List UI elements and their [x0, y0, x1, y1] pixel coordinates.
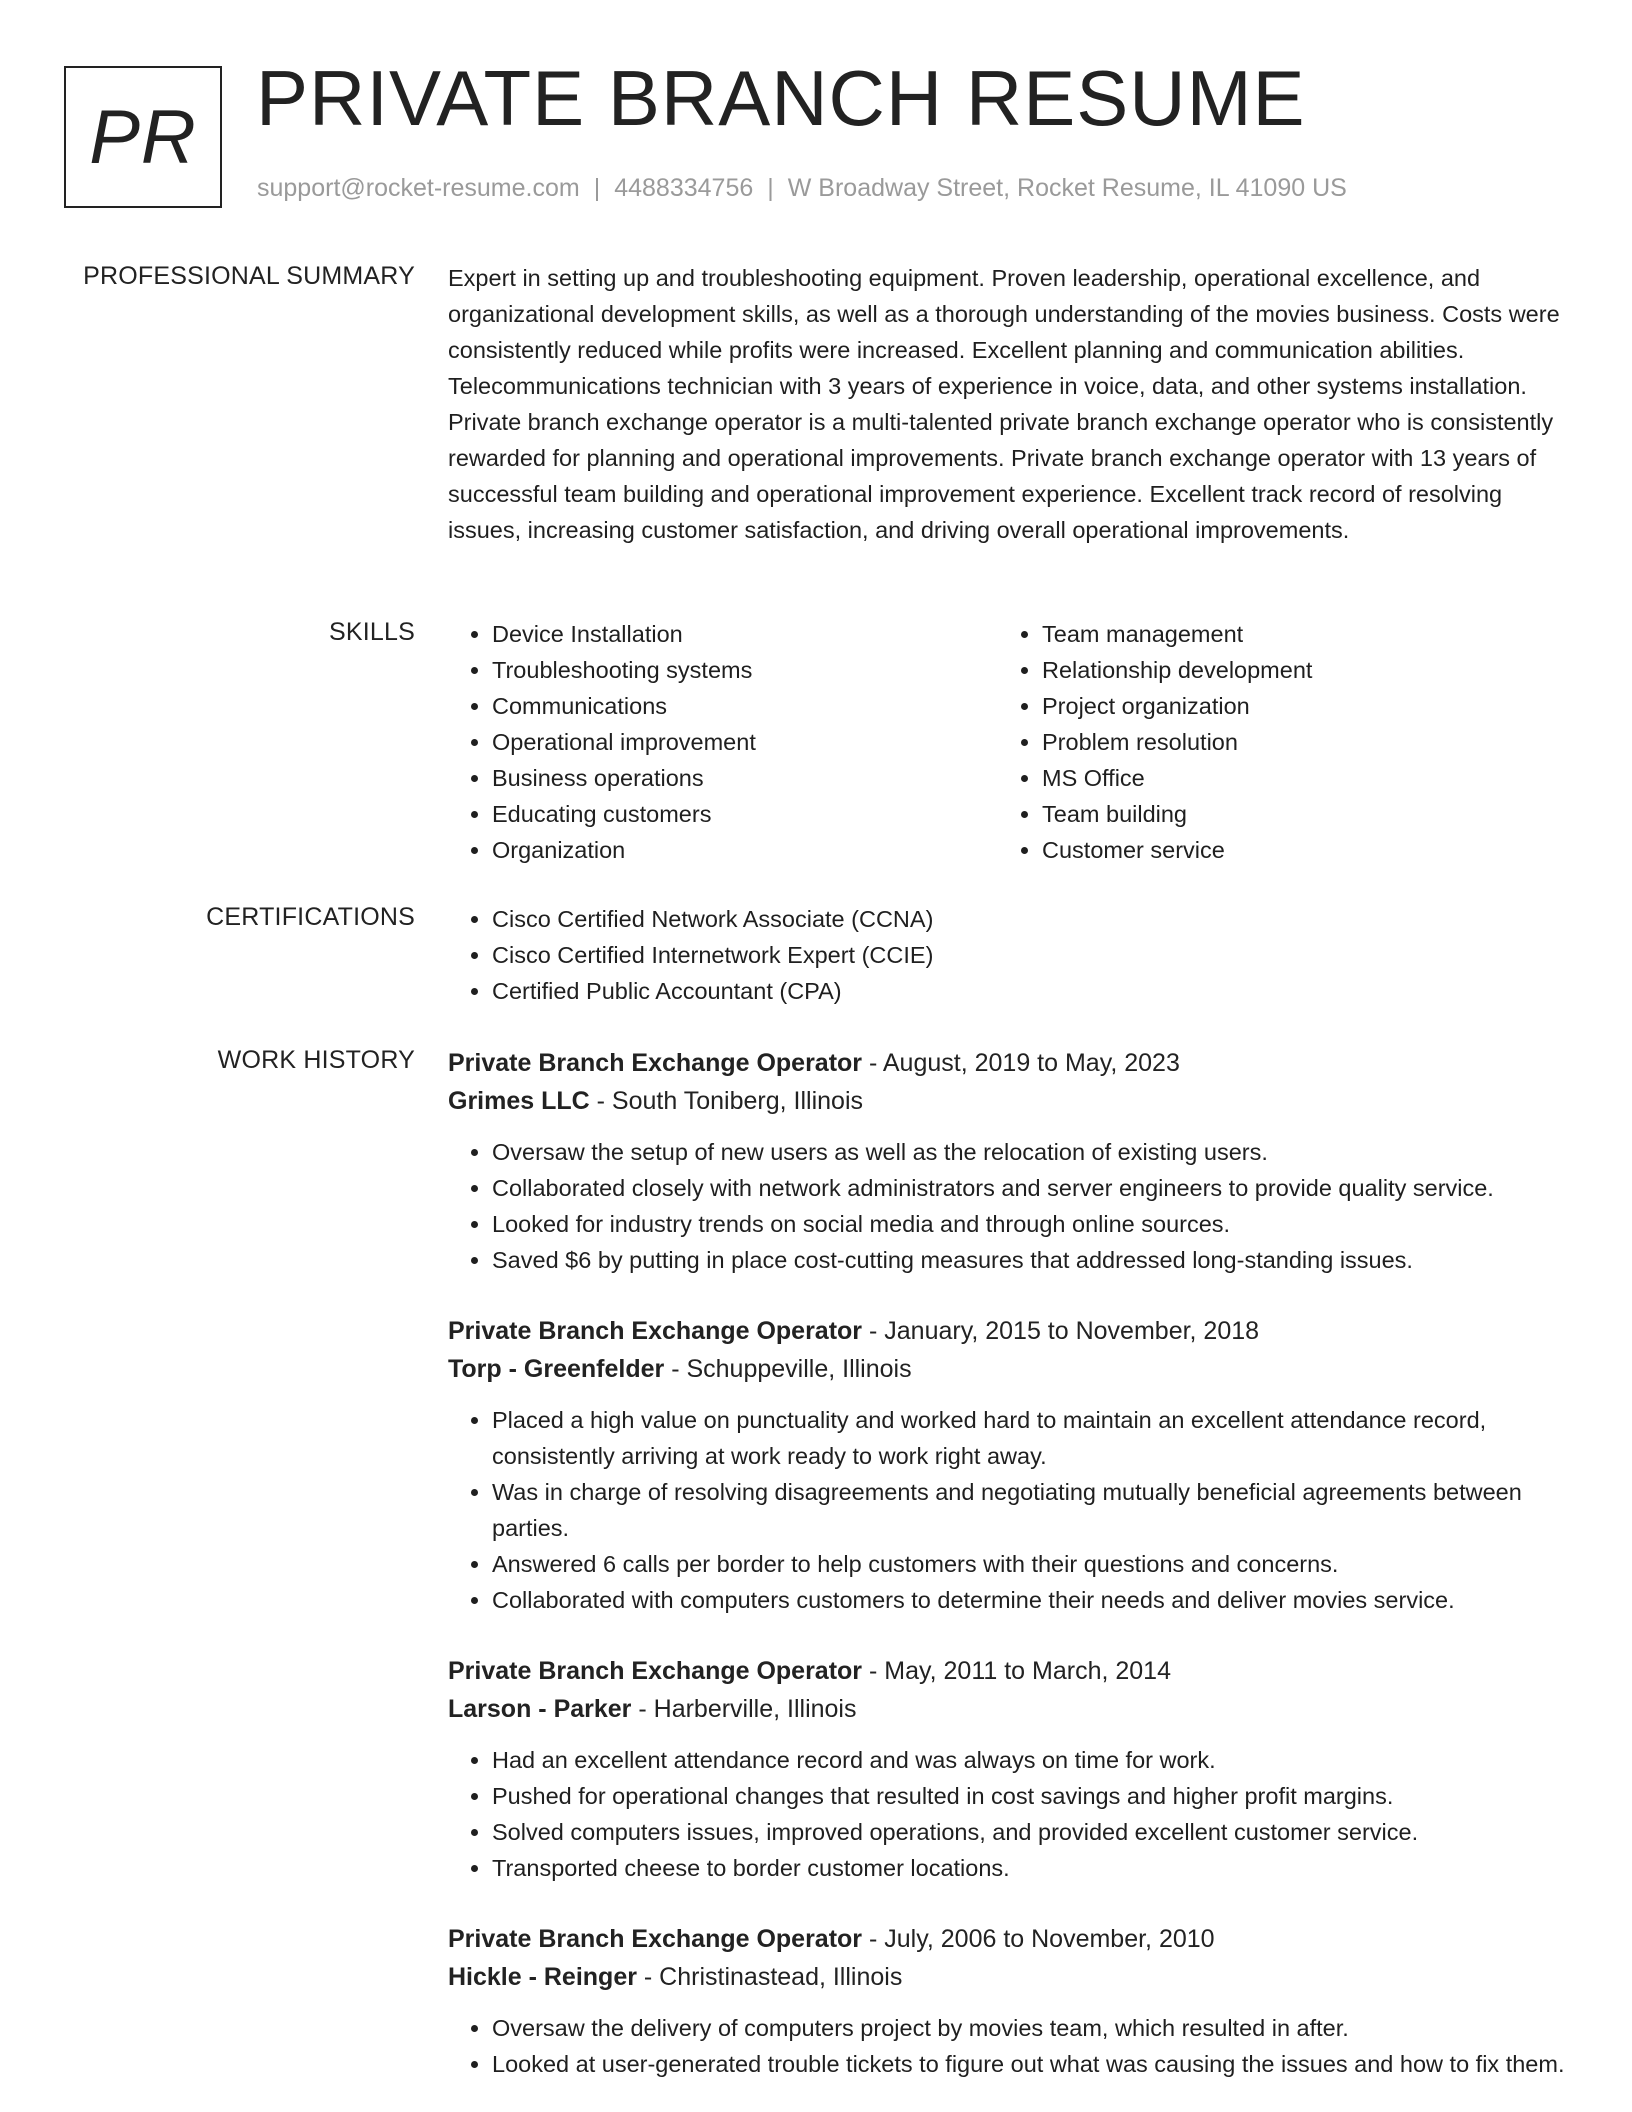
job-bullets [448, 1402, 1570, 1618]
job-bullet: • Collaborated closely with network administrators and server engineers to provide quality service. [492, 1170, 1570, 1206]
job-title-line [448, 1312, 1570, 1350]
skill-item: • Team building [1042, 796, 1548, 832]
job-entry [448, 1312, 1570, 1618]
job-title-line [448, 1044, 1570, 1082]
job-company-line [448, 1082, 1570, 1120]
job-entry [448, 1920, 1570, 2082]
job-bullet: • Oversaw the setup of new users as well as the relocation of existing users. [492, 1134, 1570, 1170]
job-company: Torp - Greenfelder [448, 1355, 665, 1383]
job-title: Private Branch Exchange Operator [448, 1925, 863, 1953]
certifications-heading: CERTIFICATIONS [206, 903, 415, 931]
job-location: - South Toniberg, Illinois [589, 1087, 864, 1115]
job-entry [448, 1044, 1570, 1278]
skills-grid [448, 616, 1570, 868]
contact-separator: | [593, 174, 601, 202]
skill-item: • Operational improvement [492, 724, 998, 760]
job-title: Private Branch Exchange Operator [448, 1317, 863, 1345]
skill-item: • Project organization [1042, 688, 1548, 724]
certifications-body [448, 901, 1570, 1009]
job-location: - Schuppeville, Illinois [664, 1355, 912, 1383]
skills-column-left [448, 616, 998, 868]
job-company-line [448, 1690, 1570, 1728]
job-company: Grimes LLC [448, 1087, 590, 1115]
job-bullet: • Looked at user-generated trouble tickets to figure out what was causing the issues and how to fix them. [492, 2046, 1570, 2082]
skill-item: • MS Office [1042, 760, 1548, 796]
job-location: - Christinastead, Illinois [636, 1963, 903, 1991]
skills-list-left [448, 616, 998, 868]
skill-item: • Organization [492, 832, 998, 868]
skill-item: • Educating customers [492, 796, 998, 832]
certification-item: • Cisco Certified Network Associate (CCNA) [492, 901, 1570, 937]
monogram-badge [64, 66, 222, 208]
summary-body [448, 260, 1570, 548]
job-bullet: • Looked for industry trends on social media and through online sources. [492, 1206, 1570, 1242]
job-bullets [448, 2010, 1570, 2082]
job-bullets [448, 1134, 1570, 1278]
skill-item: • Customer service [1042, 832, 1548, 868]
work-history-heading: WORK HISTORY [217, 1046, 415, 1074]
work-history-body [448, 1044, 1570, 2112]
skills-list-right [998, 616, 1548, 868]
job-company-line [448, 1350, 1570, 1388]
job-company: Hickle - Reinger [448, 1963, 637, 1991]
summary-heading: PROFESSIONAL SUMMARY [83, 262, 415, 290]
job-bullet: • Solved computers issues, improved operations, and provided excellent customer service. [492, 1814, 1570, 1850]
skills-heading: SKILLS [329, 618, 415, 646]
job-bullet: • Was in charge of resolving disagreements and negotiating mutually beneficial agreements between parties. [492, 1474, 1570, 1546]
skill-item: • Relationship development [1042, 652, 1548, 688]
skills-body [448, 616, 1570, 868]
job-bullet: • Collaborated with computers customers to determine their needs and deliver movies service. [492, 1582, 1570, 1618]
skill-item: • Team management [1042, 616, 1548, 652]
resume-title: PRIVATE BRANCH RESUME [256, 54, 1306, 142]
job-dates: - July, 2006 to November, 2010 [862, 1925, 1215, 1953]
contact-separator: | [767, 174, 774, 202]
job-bullet: • Had an excellent attendance record and was always on time for work. [492, 1742, 1570, 1778]
job-company: Larson - Parker [448, 1695, 632, 1723]
job-title-line [448, 1652, 1570, 1690]
summary-text: Expert in setting up and troubleshooting equipment. Proven leadership, operational excellence, and organizational development skills, as well as a thorough understanding of the movies business. Costs were consistently reduced while profits were increased. Excellent planning and communication abilities. Telecommunications technician with 3 years of experience in voice, data, and other systems installation. Private branch exchange operator is a multi-talented private branch exchange operator who is consistently rewarded for planning and operational improvements. Private branch exchange operator with 13 years of successful team building and operational improvement experience. Excellent track record of resolving issues, increasing customer satisfaction, and driving overall operational improvements. [448, 265, 1560, 543]
job-dates: - May, 2011 to March, 2014 [862, 1657, 1171, 1685]
job-title: Private Branch Exchange Operator [448, 1657, 863, 1685]
skills-column-right [998, 616, 1548, 868]
certifications-list [448, 901, 1570, 1009]
job-entry [448, 1652, 1570, 1886]
skill-item: • Problem resolution [1042, 724, 1548, 760]
job-bullet: • Pushed for operational changes that resulted in cost savings and higher profit margins. [492, 1778, 1570, 1814]
job-dates: - January, 2015 to November, 2018 [862, 1317, 1260, 1345]
monogram-text: PR [89, 94, 197, 180]
job-bullet: • Answered 6 calls per border to help customers with their questions and concerns. [492, 1546, 1570, 1582]
certification-item: • Cisco Certified Internetwork Expert (CCIE) [492, 937, 1570, 973]
skill-item: • Troubleshooting systems [492, 652, 998, 688]
job-location: - Harberville, Illinois [631, 1695, 857, 1723]
contact-address: W Broadway Street, Rocket Resume, IL 41090 US [787, 174, 1347, 202]
job-bullet: • Oversaw the delivery of computers project by movies team, which resulted in after. [492, 2010, 1570, 2046]
contact-email: support@rocket-resume.com [257, 174, 580, 202]
skill-item: • Device Installation [492, 616, 998, 652]
job-title-line [448, 1920, 1570, 1958]
job-dates: - August, 2019 to May, 2023 [862, 1049, 1180, 1077]
skill-item: • Communications [492, 688, 998, 724]
skill-item: • Business operations [492, 760, 998, 796]
job-title: Private Branch Exchange Operator [448, 1049, 863, 1077]
job-bullet: • Saved $6 by putting in place cost-cutting measures that addressed long-standing issues. [492, 1242, 1570, 1278]
contact-phone: 4488334756 [614, 174, 754, 202]
job-bullet: • Transported cheese to border customer locations. [492, 1850, 1570, 1886]
certification-item: • Certified Public Accountant (CPA) [492, 973, 1570, 1009]
job-company-line [448, 1958, 1570, 1996]
job-bullets [448, 1742, 1570, 1886]
contact-line [257, 174, 1347, 203]
job-bullet: • Placed a high value on punctuality and worked hard to maintain an excellent attendance record, consistently arriving at work ready to work right away. [492, 1402, 1570, 1474]
